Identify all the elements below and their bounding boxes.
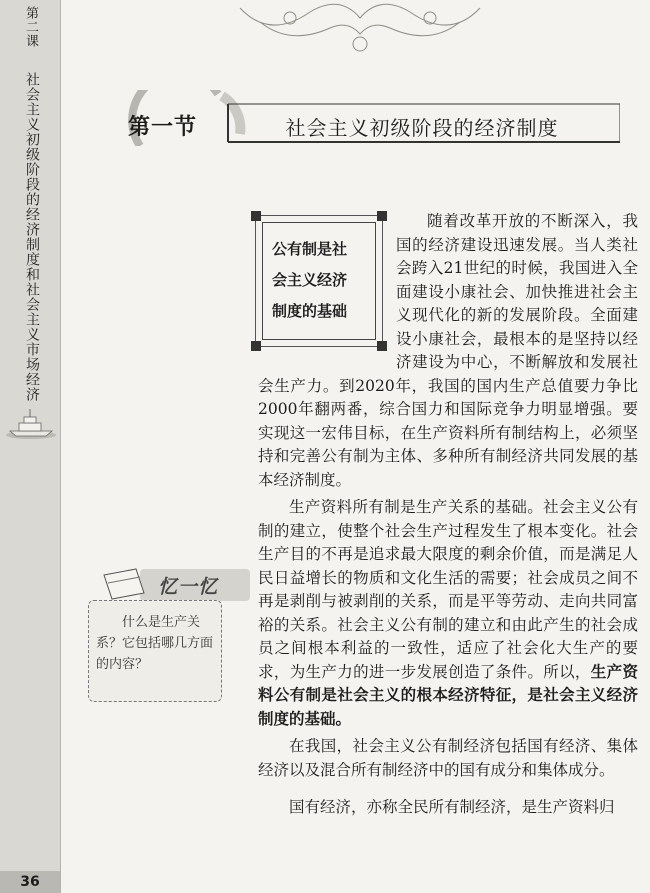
page-number: 36 <box>0 871 60 893</box>
chapter-label: 第二课 <box>23 6 38 48</box>
paragraph-text: 生产资料所有制是生产关系的基础。社会主义公有制的建立，使整个社会生产过程发生了根本变化。社会生产目的不再是追求最大限度的剩余价值，而是满足人民日益增长的物质和文化生活的需要；社会成员之间不再是剥削与被剥削的关系，而是平等劳动、走向共同富裕的关系。社会主义公有制的建立和由此产生的社会成员之间根本利益的一致性，适应了社会化大生产的要求，为生产力的进一步发展创造了条件。所以， <box>258 498 638 681</box>
paragraph: 随着改革开放的不断深入，我国的经济建设迅速发展。当人类社会跨入21世纪的时候，我国进入全面建设小康社会、加快推进社会主义现代化的新的发展阶段。全面建设小康社会，最根本的是坚持以经济建设为中心，不断解放和发展社会生产力。到2020年，我国的国内生产总值要力争比2000年翻两番，综合国力和国际竞争力明显增强。要实现这一宏伟目标，在生产资料所有制结构上，必须坚持和完善公有制为主体、多种所有制经济共同发展的基本经济制度。 <box>258 212 638 489</box>
paragraph: 在我国，社会主义公有制经济包括国有经济、集体经济以及混合所有制经济中的国有成分和集体成分。 <box>258 737 638 779</box>
ornament-icon <box>230 0 490 60</box>
section-label: 第一节 <box>128 114 198 140</box>
framed-box-line: 会主义经济 <box>272 271 348 289</box>
recall-question: 什么是生产关系？它包括哪几方面的内容？ <box>96 615 214 672</box>
paragraph <box>258 496 638 731</box>
ship-icon <box>4 405 58 445</box>
section-title: 社会主义初级阶段的经济制度 <box>285 116 559 140</box>
sidebar <box>0 0 61 893</box>
recall-title: 忆一忆 <box>158 576 219 598</box>
box-spacer <box>258 210 396 360</box>
key-statement: 生产资料公有制是社会主义的根本经济特征，是社会主义经济制度的基础。 <box>258 662 638 728</box>
framed-box-line: 公有制是社 <box>272 240 348 258</box>
body-text <box>258 210 638 820</box>
framed-box-line: 制度的基础 <box>272 302 348 320</box>
chapter-subject: 社会主义初级阶段的经济制度和社会主义市场经济 <box>24 72 40 402</box>
paragraph: 国有经济，亦称全民所有制经济，是生产资料归 <box>289 798 615 816</box>
